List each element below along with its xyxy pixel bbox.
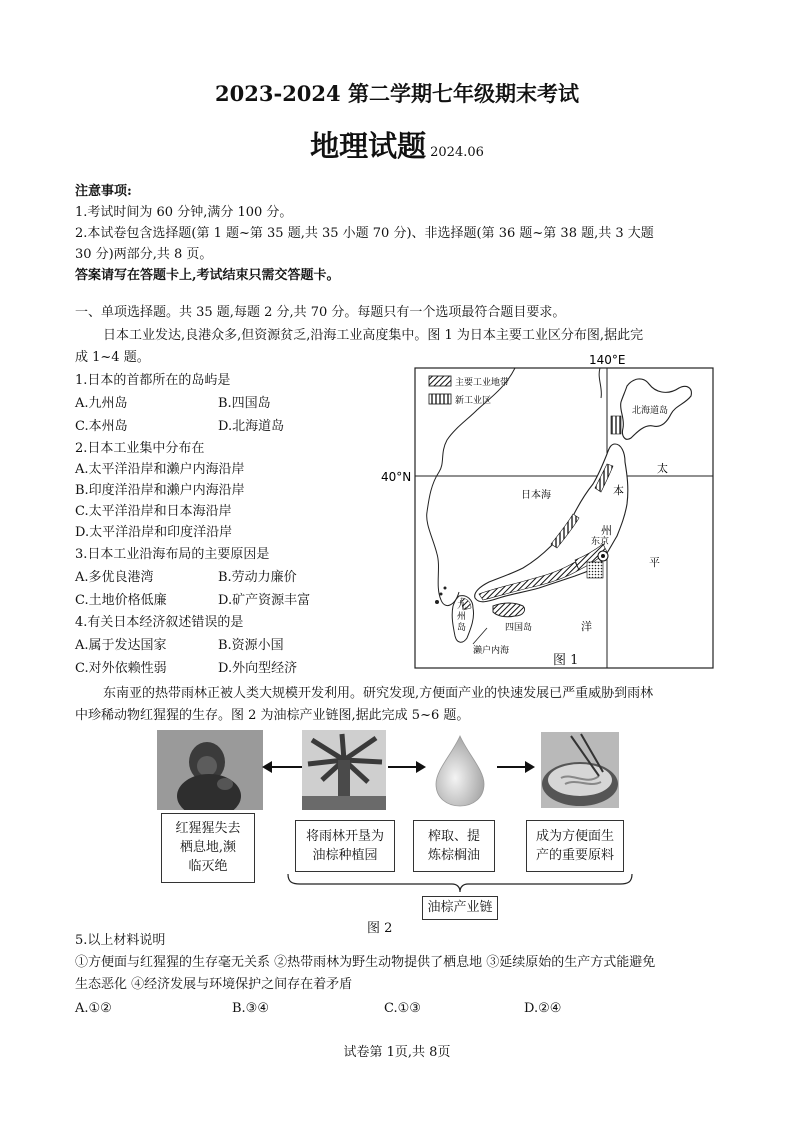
intro2-line-2: 中珍稀动物红猩猩的生存。图 2 为油棕产业链图,据此完成 5~6 题。 bbox=[75, 708, 470, 723]
japan-industry-map bbox=[375, 348, 720, 673]
question-4-stem: 4.有关日本经济叙述错误的是 bbox=[75, 615, 244, 630]
box-rainforest-to-plantation: 将雨林开垦为 油棕种植园 bbox=[295, 820, 395, 872]
honshu-label-1: 本 bbox=[613, 484, 624, 497]
box-orangutan-habitat-loss: 红猩猩失去 栖息地,濒 临灭绝 bbox=[161, 813, 255, 883]
pacific-label-3: 洋 bbox=[581, 620, 592, 633]
exam-title: 2023-2024 第二学期七年级期末考试 bbox=[215, 81, 579, 106]
legend-new-industrial-swatch bbox=[429, 394, 451, 404]
page-footer: 试卷第 1页,共 8页 bbox=[343, 1045, 451, 1060]
hokkaido-label: 北海道岛 bbox=[632, 406, 669, 416]
sea-of-japan-label: 日本海 bbox=[521, 490, 551, 501]
exam-date: 2024.06 bbox=[430, 145, 484, 160]
industry-chain-brace bbox=[286, 872, 634, 894]
islet bbox=[440, 593, 443, 596]
q3-option-a[interactable]: A.多优良港湾 bbox=[75, 570, 154, 585]
legend-industrial-belt: 主要工业地带 bbox=[455, 378, 510, 388]
intro-line-2: 成 1~4 题。 bbox=[75, 350, 150, 365]
tokyo-dot bbox=[601, 554, 605, 558]
pacific-label-1: 太 bbox=[657, 462, 668, 475]
q4-option-d[interactable]: D.外向型经济 bbox=[218, 661, 298, 676]
legend-new-industrial: 新工业区 bbox=[455, 396, 492, 406]
question-2-stem: 2.日本工业集中分布在 bbox=[75, 441, 205, 456]
tokyo-label: 东京 bbox=[591, 537, 610, 547]
question-1-stem: 1.日本的首都所在的岛屿是 bbox=[75, 373, 231, 388]
q4-option-a[interactable]: A.属于发达国家 bbox=[75, 638, 167, 653]
notice-item-1: 1.考试时间为 60 分钟,满分 100 分。 bbox=[75, 205, 293, 220]
palm-oil-drop-image bbox=[428, 732, 492, 808]
intro-line-1: 日本工业发达,良港众多,但资源贫乏,沿海工业高度集中。图 1 为日本主要工业区分布图,据此完 bbox=[103, 328, 644, 343]
q3-option-b[interactable]: B.劳动力廉价 bbox=[218, 570, 297, 585]
pacific-label-2: 平 bbox=[649, 556, 660, 569]
q5-option-c[interactable]: C.①③ bbox=[384, 1001, 421, 1016]
shikoku-island bbox=[493, 603, 525, 617]
q2-option-b[interactable]: B.印度洋沿岸和濑户内海沿岸 bbox=[75, 483, 245, 498]
industry-chain-label: 油棕产业链 bbox=[422, 896, 498, 920]
arrow-right-2 bbox=[495, 760, 535, 774]
box-noodle-raw-material: 成为方便面生 产的重要原料 bbox=[526, 820, 624, 872]
q3-option-d[interactable]: D.矿产资源丰富 bbox=[218, 593, 311, 608]
section-heading: 一、单项选择题。共 35 题,每题 2 分,共 70 分。每题只有一个选项最符合题目要求。 bbox=[75, 305, 566, 320]
instant-noodles-photo bbox=[541, 732, 619, 808]
q4-option-b[interactable]: B.资源小国 bbox=[218, 638, 284, 653]
lon-label: 140°E bbox=[589, 353, 626, 367]
question-3-stem: 3.日本工业沿海布局的主要原因是 bbox=[75, 547, 270, 562]
notice-item-2: 2.本试卷包含选择题(第 1 题~第 35 题,共 35 小题 70 分)、非选择题(第 36 题~第 38 题,共 3 大题 bbox=[75, 226, 654, 241]
hokkaido-new-industrial bbox=[611, 416, 621, 434]
kyushu-label-1: 九 bbox=[457, 601, 467, 611]
kanto-dotted-area bbox=[587, 562, 603, 578]
notice-final: 答案请写在答题卡上,考试结束只需交答题卡。 bbox=[75, 268, 340, 283]
orangutan-photo bbox=[157, 730, 263, 810]
q1-option-c[interactable]: C.本州岛 bbox=[75, 419, 128, 434]
figure-2-caption: 图 2 bbox=[367, 921, 393, 936]
intro2-line-1: 东南亚的热带雨林正被人类大规模开发利用。研究发现,方便面产业的快速发展已严重威胁到雨林 bbox=[103, 686, 654, 701]
q1-option-b[interactable]: B.四国岛 bbox=[218, 396, 271, 411]
kyushu-label-3: 岛 bbox=[457, 623, 467, 633]
honshu-label-2: 州 bbox=[601, 524, 612, 537]
subject-title-row bbox=[0, 124, 794, 165]
palm-plantation-photo bbox=[302, 730, 386, 810]
arrow-right-1 bbox=[386, 760, 426, 774]
q5-option-d[interactable]: D.②④ bbox=[524, 1001, 562, 1016]
q1-option-d[interactable]: D.北海道岛 bbox=[218, 419, 285, 434]
q4-option-c[interactable]: C.对外依赖性弱 bbox=[75, 661, 167, 676]
q1-option-a[interactable]: A.九州岛 bbox=[75, 396, 128, 411]
q2-option-d[interactable]: D.太平洋沿岸和印度洋沿岸 bbox=[75, 525, 233, 540]
legend-industrial-belt-swatch bbox=[429, 376, 451, 386]
box-extract-palm-oil: 榨取、提 炼棕榈油 bbox=[413, 820, 495, 872]
lat-label: 40°N bbox=[381, 470, 412, 484]
q5-option-b[interactable]: B.③④ bbox=[232, 1001, 269, 1016]
question-5-stem: 5.以上材料说明 bbox=[75, 933, 166, 948]
inland-sea-label: 濑户内海 bbox=[473, 646, 510, 656]
notice-heading: 注意事项: bbox=[75, 184, 132, 199]
question-5-line-1: ①方便面与红猩猩的生存毫无关系 ②热带雨林为野生动物提供了栖息地 ③延续原始的生产方式能避免 bbox=[75, 955, 656, 970]
question-5-line-2: 生态恶化 ④经济发展与环境保护之间存在着矛盾 bbox=[75, 977, 353, 992]
kyushu-label-2: 州 bbox=[457, 612, 467, 622]
shikoku-label: 四国岛 bbox=[505, 623, 533, 633]
islet bbox=[435, 600, 439, 604]
islet bbox=[444, 587, 447, 590]
q3-option-c[interactable]: C.土地价格低廉 bbox=[75, 593, 167, 608]
q2-option-c[interactable]: C.太平洋沿岸和日本海沿岸 bbox=[75, 504, 232, 519]
q5-option-a[interactable]: A.①② bbox=[75, 1001, 112, 1016]
arrow-left bbox=[262, 760, 306, 774]
notice-item-3: 30 分)两部分,共 8 页。 bbox=[75, 247, 213, 262]
q2-option-a[interactable]: A.太平洋沿岸和濑户内海沿岸 bbox=[75, 462, 245, 477]
figure-1-caption: 图 1 bbox=[553, 653, 579, 668]
subject-title: 地理试题 bbox=[310, 129, 427, 163]
